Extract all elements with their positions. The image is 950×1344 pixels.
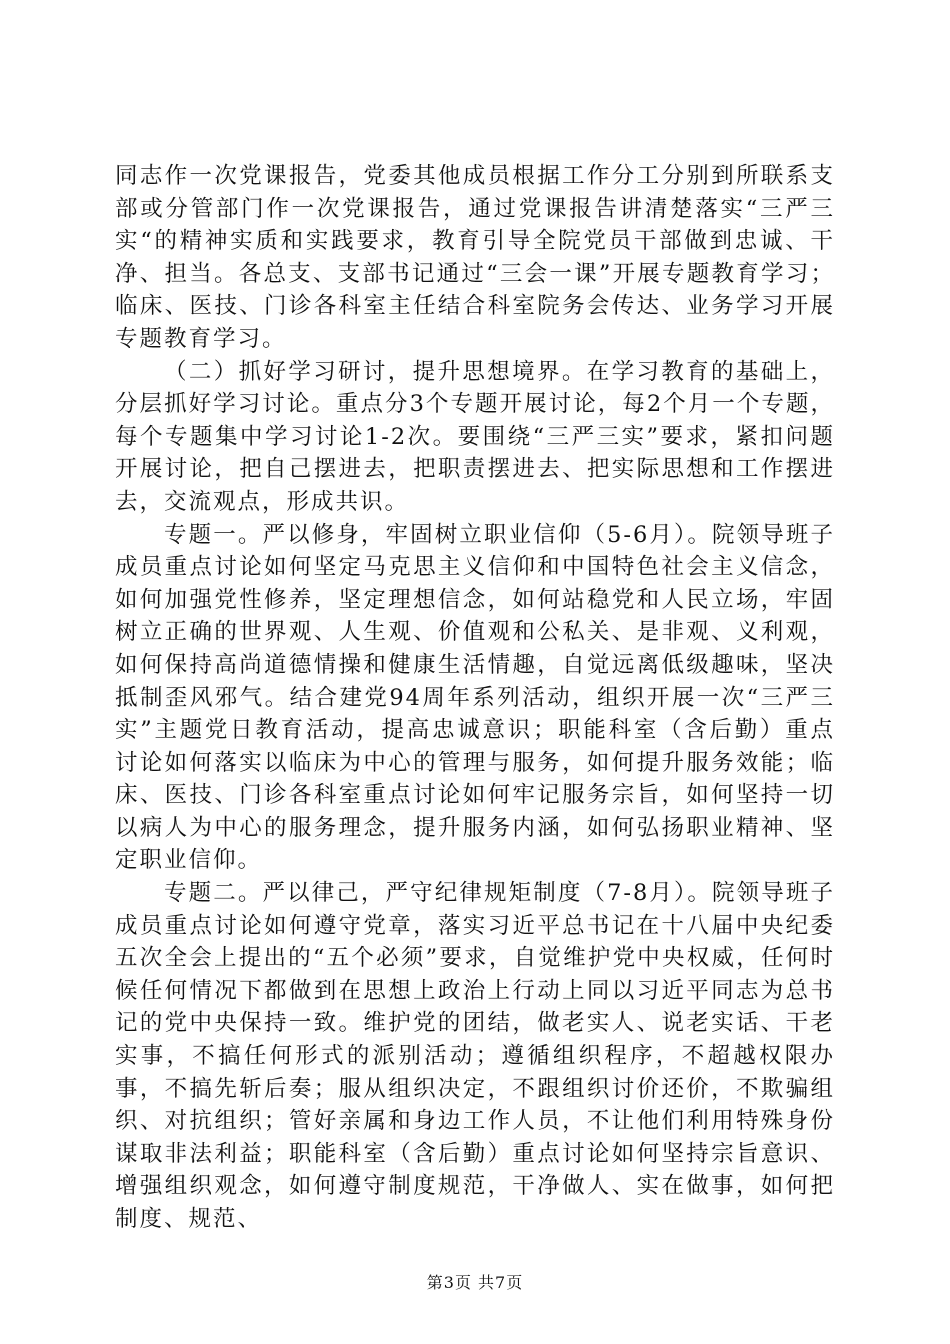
paragraph-topic-one: 专题一。严以修身，牢固树立职业信仰（5-6月）。院领导班子成员重点讨论如何坚定马克思主义信仰和中国特色社会主义信念，如何加强党性修养，坚定理想信念，如何站稳党和人民立场，牢固树立正确的世界观、人生观、价值观和公私关、是非观、义利观，如何保持高尚道德情操和健康生活情趣，自觉远离低级趣味，坚决抵制歪风邪气。结合建党94周年系列活动，组织开展一次“三严三实”主题党日教育活动，提高忠诚意识；职能科室（含后勤）重点讨论如何落实以临床为中心的管理与服务，如何提升服务效能；临床、医技、门诊各科室重点讨论如何牢记服务宗旨，如何坚持一切以病人为中心的服务理念，提升服务内涵，如何弘扬职业精神、坚定职业信仰。: [115, 521, 835, 874]
paragraph-study-discussion: （二）抓好学习研讨，提升思想境界。在学习教育的基础上，分层抓好学习讨论。重点分3个专题开展讨论，每2个月一个专题，每个专题集中学习讨论1-2次。要围绕“三严三实”要求，紧扣问题开展讨论，把自己摆进去，把职责摆进去、把实际思想和工作摆进去，交流观点，形成共识。: [115, 358, 835, 515]
paragraph-party-lecture: 同志作一次党课报告，党委其他成员根据工作分工分别到所联系支部或分管部门作一次党课报告，通过党课报告讲清楚落实“三严三实“的精神实质和实践要求，教育引导全院党员干部做到忠诚、干净、担当。各总支、支部书记通过“三会一课”开展专题教育学习；临床、医技、门诊各科室主任结合科室院务会传达、业务学习开展专题教育学习。: [115, 163, 835, 352]
page-number-footer: 第3页 共7页: [426, 1273, 524, 1292]
paragraph-topic-two: 专题二。严以律己，严守纪律规矩制度（7-8月）。院领导班子成员重点讨论如何遵守党章，落实习近平总书记在十八届中央纪委五次全会上提出的“五个必须”要求，自觉维护党中央权威，任何时候任何情况下都做到在思想上政治上行动上同以习近平同志为总书记的党中央保持一致。维护党的团结，做老实人、说老实话、干老实事，不搞任何形式的派别活动；遵循组织程序，不超越权限办事，不搞先斩后奏；服从组织决定，不跟组织讨价还价，不欺骗组织、对抗组织；管好亲属和身边工作人员，不让他们利用特殊身份谋取非法利益；职能科室（含后勤）重点讨论如何坚持宗旨意识、增强组织观念，如何遵守制度规范，干净做人、实在做事，如何把制度、规范、: [115, 880, 835, 1232]
document-body: [115, 160, 835, 1236]
